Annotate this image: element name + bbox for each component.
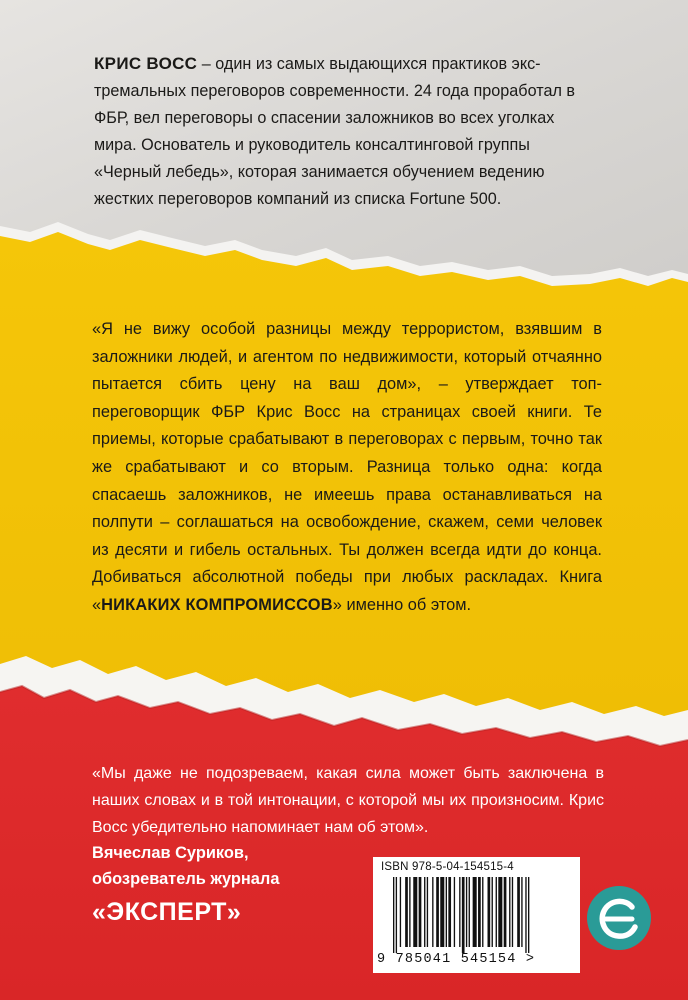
barcode-bar	[400, 877, 401, 947]
barcode-bar	[498, 877, 502, 947]
barcode-bar	[492, 877, 493, 947]
barcode-bar	[459, 877, 460, 947]
reviewer-name: Вячеслав Суриков,	[92, 844, 249, 862]
barcode-bar	[448, 877, 451, 947]
reviewer-credit	[92, 840, 352, 892]
barcode-bar	[509, 877, 510, 947]
barcode-bar	[393, 877, 394, 953]
barcode-bar	[525, 877, 526, 953]
barcode-bar	[440, 877, 444, 947]
barcode-bar	[427, 877, 428, 947]
barcode-bar	[521, 877, 522, 947]
description-text: «Я не вижу особой разницы между террористом, взявшим в заложники людей, и агентом по недвижимости, который отчаянно пытается сбить цену на ваш дом», – утверждает топ-переговорщик ФБР Крис Восс на страницах своей книги. Те приемы, которые срабатывают в переговорах с первым, точно так же срабатывают и со вторым. Разница только одна: когда спасаешь заложников, не имеешь права останавливаться на полпути – соглашаться на освобождение, скажем, семи человек из десяти и гибель остальных. Ты должен всегда идти до конца. Добиваться абсолютной победы при любых раскладах. Книга «	[92, 320, 602, 614]
book-description	[92, 316, 602, 620]
barcode-bar	[488, 877, 491, 947]
barcode-bar	[478, 877, 481, 947]
barcode-bar	[419, 877, 422, 947]
barcode-bar	[462, 877, 465, 953]
barcode-bar	[473, 877, 477, 947]
barcode-bar	[409, 877, 410, 947]
ean-number: 9 785041 545154 >	[377, 952, 536, 967]
barcode-bar	[517, 877, 520, 947]
barcode-bar	[469, 877, 470, 947]
description-text-end: » именно об этом.	[332, 595, 472, 614]
publisher-logo-icon	[586, 885, 652, 951]
author-name: КРИС ВОСС	[94, 54, 198, 73]
isbn-number: ISBN 978-5-04-154515-4	[381, 861, 514, 873]
barcode-bar	[446, 877, 447, 947]
barcode-bar	[432, 877, 433, 947]
barcode-bars	[393, 877, 571, 953]
barcode-bar	[413, 877, 417, 947]
barcode-bar	[405, 877, 408, 947]
barcode-bar	[528, 877, 529, 953]
reviewer-role: обозреватель журнала	[92, 870, 280, 888]
magazine-name: «ЭКСПЕРТ»	[92, 898, 242, 926]
barcode-bar	[396, 877, 397, 953]
barcode-bar	[512, 877, 513, 947]
book-title: НИКАКИХ КОМПРОМИССОВ	[101, 595, 333, 614]
author-bio-text: – один из самых выдающихся практиков экстремальных переговоров современности. 24 года проработал в ФБР, вел переговоры о спасении заложников во всех уголках мира. Основатель и руководитель консалтинговой группы «Черный лебедь», которая занимается обучением ведению жестких переговоров компаний из списка Fortune 500.	[94, 55, 575, 208]
barcode-bar	[482, 877, 483, 947]
author-bio	[94, 50, 594, 213]
barcode-bar	[424, 877, 425, 947]
barcode-bar	[504, 877, 507, 947]
barcode-bar	[454, 877, 455, 947]
barcode-bar	[496, 877, 497, 947]
barcode-panel	[373, 857, 580, 973]
review-quote: «Мы даже не подозреваем, какая сила может быть заключена в наших словах и в той интонации, с которой мы их произносим. Крис Восс убедительно напоминает нам об этом».	[92, 765, 604, 836]
barcode-bar	[466, 877, 467, 947]
barcode-bar	[436, 877, 439, 947]
